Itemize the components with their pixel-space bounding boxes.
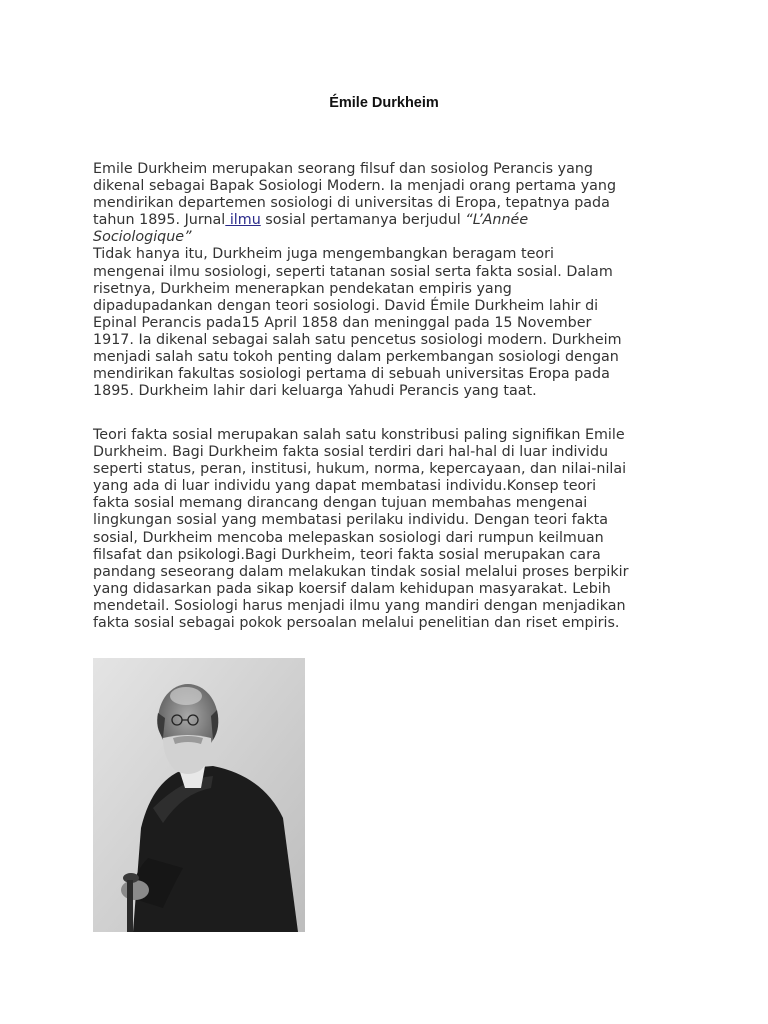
durkheim-portrait-image xyxy=(93,658,305,932)
page-title: Émile Durkheim xyxy=(329,95,439,111)
paragraph-text: Tidak hanya itu, Durkheim juga mengembangkan beragam teori mengenai ilmu sosiologi, seperti tatanan sosial serta fakta sosial. Dalam risetnya, Durkheim menerapkan pendekatan empiris yang dipadupadankan dengan teori sosiologi. David Émile Durkheim lahir di Epinal Perancis pada15 April 1858 dan meninggal pada 15 November 1917. Ia dikenal sebagai salah satu pencetus sosiologi modern. Durkheim menjadi salah satu tokoh penting dalam perkembangan sosiologi dengan mendirikan fakultas sosiologi pertama di sebuah universitas Eropa pada 1895. Durkheim lahir dari keluarga Yahudi Perancis yang taat. xyxy=(93,246,622,400)
ilmu-link[interactable]: ilmu xyxy=(225,212,261,229)
paragraph-biography xyxy=(93,161,683,400)
paragraph-social-fact-theory: Teori fakta sosial merupakan salah satu konstribusi paling signifikan Emile Durkheim. Bagi Durkheim fakta sosial terdiri dari hal-hal di luar individu seperti status, peran, institusi, hukum, norma, kepercayaan, dan nilai-nilai yang ada di luar individu yang dapat membatasi individu.Konsep teori fakta sosial memang dirancang dengan tujuan membahas mengenai lingkungan sosial yang membatasi perilaku individu. Dengan teori fakta sosial, Durkheim mencoba melepaskan sosiologi dari rumpun keilmuan filsafat dan psikologi.Bagi Durkheim, teori fakta sosial merupakan cara pandang seseorang dalam melakukan tindak sosial melalui proses berpikir yang didasarkan pada sikap koersif dalam kehidupan masyarakat. Lebih mendetail. Sosiologi harus menjadi ilmu yang mandiri dengan menjadikan fakta sosial sebagai pokok persoalan melalui penelitian dan riset empiris. xyxy=(93,427,629,632)
portrait-illustration xyxy=(93,658,305,932)
paragraph-text: Emile Durkheim merupakan seorang filsuf dan sosiolog Perancis yang dikenal sebagai Bapak Sosiologi Modern. Ia menjadi orang pertama yang mendirikan departemen sosiologi di universitas di Eropa, tepatnya pada tahun 1895. Jurnal xyxy=(93,161,617,229)
paragraph-text: sosial pertamanya berjudul xyxy=(260,212,466,229)
journal-title: “L’Année Sociologique” xyxy=(93,212,529,246)
